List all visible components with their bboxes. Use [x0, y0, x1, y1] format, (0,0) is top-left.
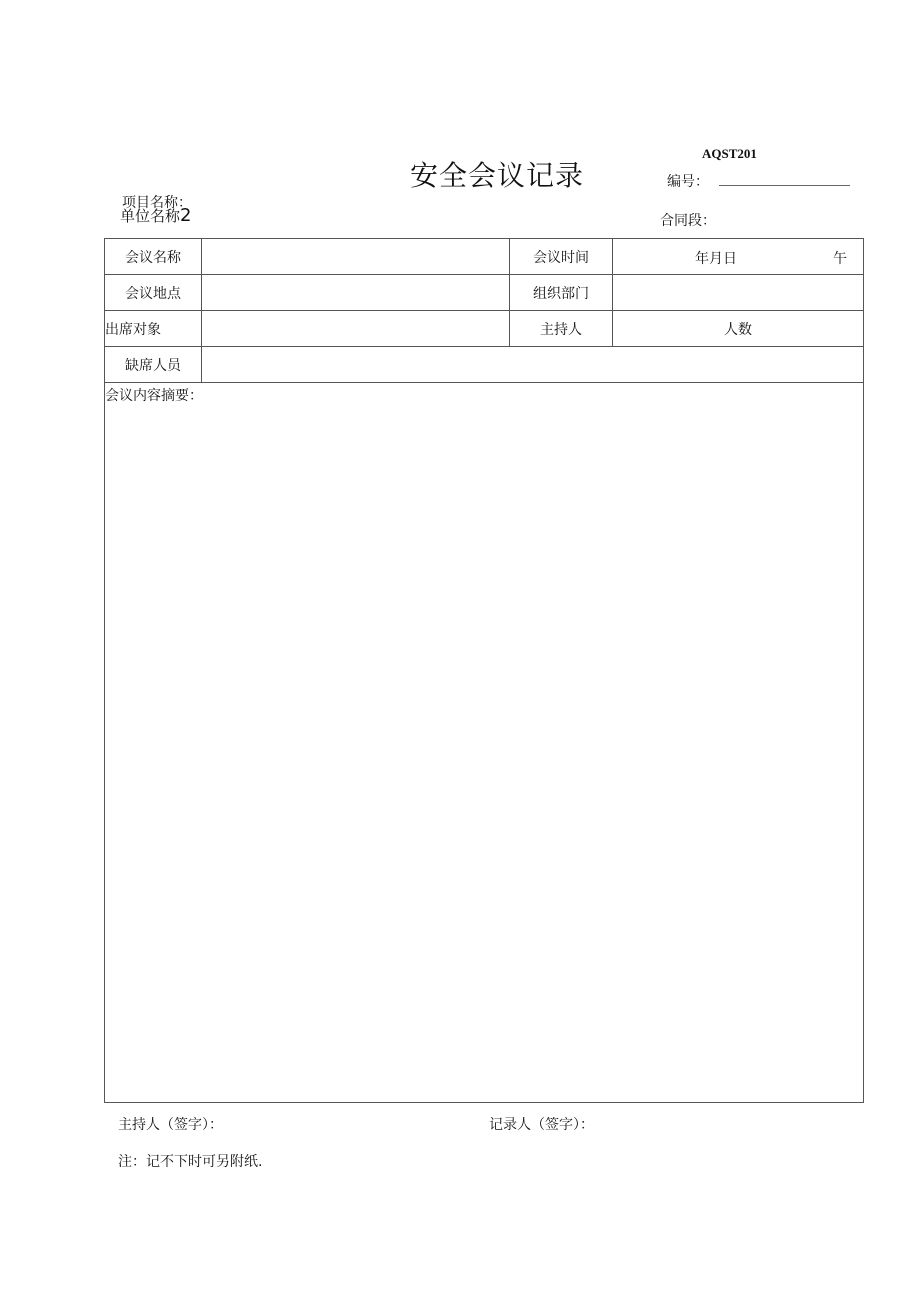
table-row — [105, 239, 864, 275]
ampm-label: 午 — [833, 250, 847, 267]
content-summary-field[interactable] — [105, 383, 864, 1103]
table-row — [105, 383, 864, 1103]
absentees-label: 缺席人员 — [105, 347, 202, 383]
attendees-label: 出席对象 — [105, 311, 202, 347]
meeting-time-field[interactable] — [613, 239, 864, 275]
location-label: 会议地点 — [105, 275, 202, 311]
headcount-label[interactable]: 人数 — [613, 311, 864, 347]
form-code: AQST201 — [702, 146, 757, 161]
host-signature-label: 主持人（签字）： — [118, 1117, 223, 1133]
unit-name-label — [120, 205, 191, 226]
number-label: 编号： — [667, 174, 709, 190]
host-label: 主持人 — [510, 311, 613, 347]
meeting-name-field[interactable] — [202, 239, 510, 275]
project-name-label: 项目名称： — [122, 195, 192, 211]
page-title: 安全会议记录 — [410, 159, 585, 192]
contract-section-label: 合同段： — [660, 213, 716, 229]
footer-note: 注：记不下时可另附纸. — [118, 1154, 263, 1170]
table-row — [105, 347, 864, 383]
organizer-field[interactable] — [613, 275, 864, 311]
absentees-field[interactable] — [202, 347, 864, 383]
number-field-line[interactable] — [719, 185, 850, 186]
organizer-label: 组织部门 — [510, 275, 613, 311]
unit-name-text: 单位名称 — [120, 207, 181, 225]
unit-name-suffix: 2 — [180, 205, 192, 226]
content-summary-label: 会议内容摘要： — [105, 388, 203, 404]
meeting-record-table — [104, 238, 864, 1103]
date-label: 年月日 — [695, 250, 737, 267]
attendees-field[interactable] — [202, 311, 510, 347]
table-row — [105, 275, 864, 311]
table-row — [105, 311, 864, 347]
meeting-name-label: 会议名称 — [105, 239, 202, 275]
location-field[interactable] — [202, 275, 510, 311]
recorder-signature-label: 记录人（签字）： — [489, 1117, 594, 1133]
meeting-time-label: 会议时间 — [510, 239, 613, 275]
